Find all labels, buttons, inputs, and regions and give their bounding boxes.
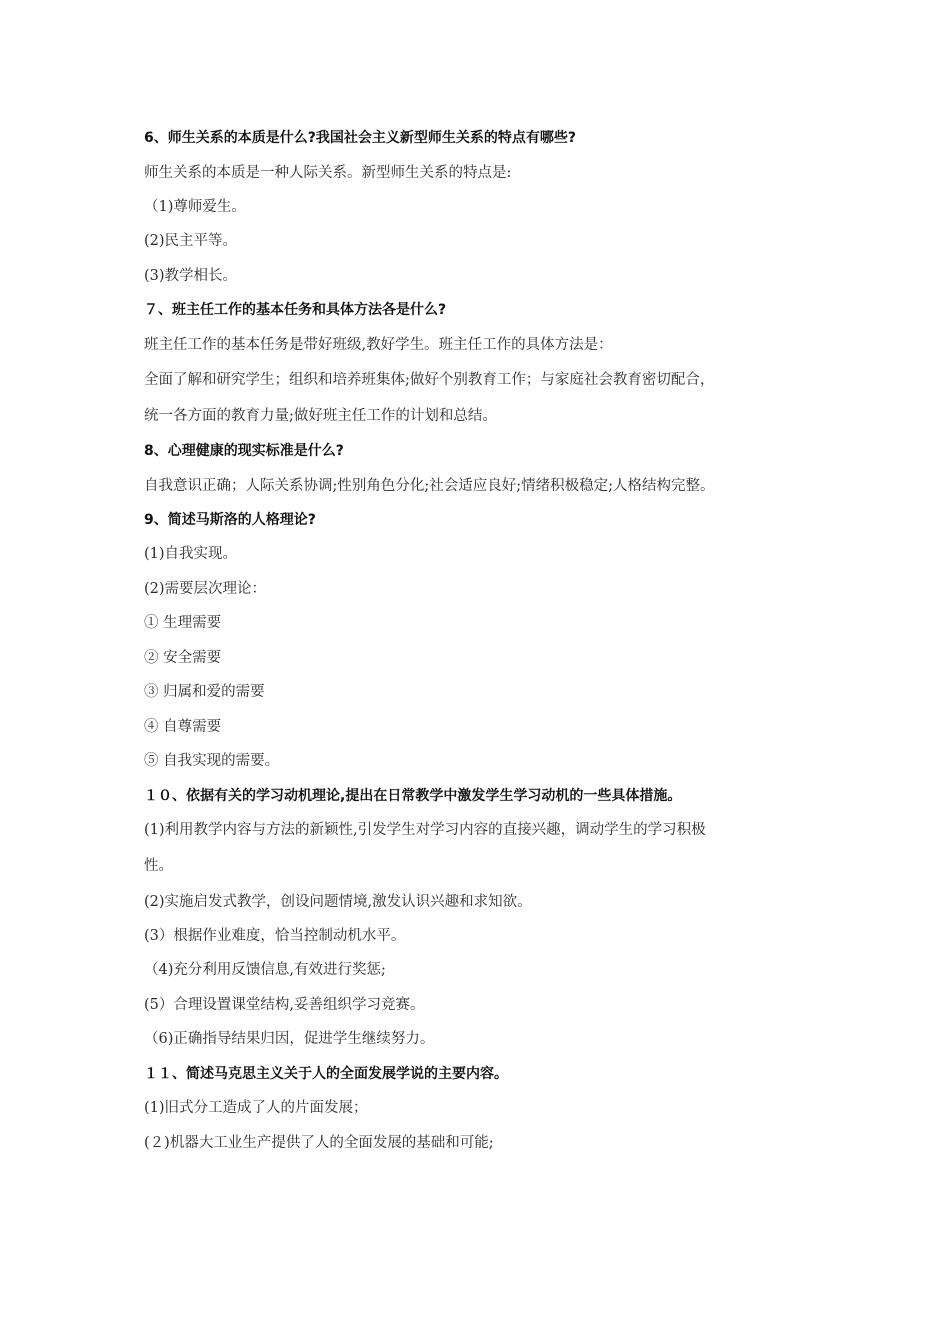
answer-text: 性。: [144, 858, 173, 874]
question-heading: １０、依据有关的学习动机理论,提出在日常教学中激发学生学习动机的一些具体措施。: [144, 788, 682, 804]
answer-text: 班主任工作的基本任务是带好班级,教好学生。班主任工作的具体方法是：: [144, 337, 613, 353]
answer-item: ⑤ 自我实现的需要。: [144, 753, 280, 769]
answer-item: (3）根据作业难度，恰当控制动机水平。: [144, 928, 406, 944]
answer-item: ④ 自尊需要: [144, 719, 222, 735]
answer-item: (２)机器大工业生产提供了人的全面发展的基础和可能;: [144, 1135, 494, 1151]
question-heading: １１、简述马克思主义关于人的全面发展学说的主要内容。: [144, 1066, 508, 1082]
answer-item: （6)正确指导结果归因，促进学生继续努力。: [144, 1031, 435, 1047]
answer-text: 全面了解和研究学生；组织和培养班集体;做好个别教育工作；与家庭社会教育密切配合，: [144, 372, 715, 388]
answer-text: (1)利用教学内容与方法的新颖性,引发学生对学习内容的直接兴趣，调动学生的学习积极: [144, 822, 706, 838]
answer-item: (2)需要层次理论：: [144, 581, 267, 597]
answer-text: 师生关系的本质是一种人际关系。新型师生关系的特点是:: [144, 165, 512, 181]
answer-item: （4)充分利用反馈信息,有效进行奖惩;: [144, 962, 386, 978]
answer-item: ① 生理需要: [144, 615, 222, 631]
answer-item: (2)实施启发式教学，创设问题情境,激发认识兴趣和求知欲。: [144, 894, 532, 910]
answer-item: (1)自我实现。: [144, 546, 238, 562]
question-heading: 6、师生关系的本质是什么?我国社会主义新型师生关系的特点有哪些?: [144, 130, 576, 146]
answer-text: 自我意识正确；人际关系协调;性别角色分化;社会适应良好;情绪积极稳定;人格结构完整。: [144, 478, 715, 494]
answer-text: 统一各方面的教育力量;做好班主任工作的计划和总结。: [144, 408, 497, 424]
question-heading: ７、班主任工作的基本任务和具体方法各是什么?: [144, 302, 447, 318]
answer-item: ② 安全需要: [144, 650, 222, 666]
answer-item: (2)民主平等。: [144, 233, 238, 249]
question-heading: 9、简述马斯洛的人格理论?: [144, 512, 316, 528]
answer-item: (5）合理设置课堂结构,妥善组织学习竞赛。: [144, 997, 425, 1013]
answer-item: (1)旧式分工造成了人的片面发展；: [144, 1100, 368, 1116]
answer-item: (3)教学相长。: [144, 268, 238, 284]
answer-item: （1)尊师爱生。: [144, 199, 246, 215]
question-heading: 8、心理健康的现实标准是什么?: [144, 443, 344, 459]
answer-item: ③ 归属和爱的需要: [144, 684, 265, 700]
